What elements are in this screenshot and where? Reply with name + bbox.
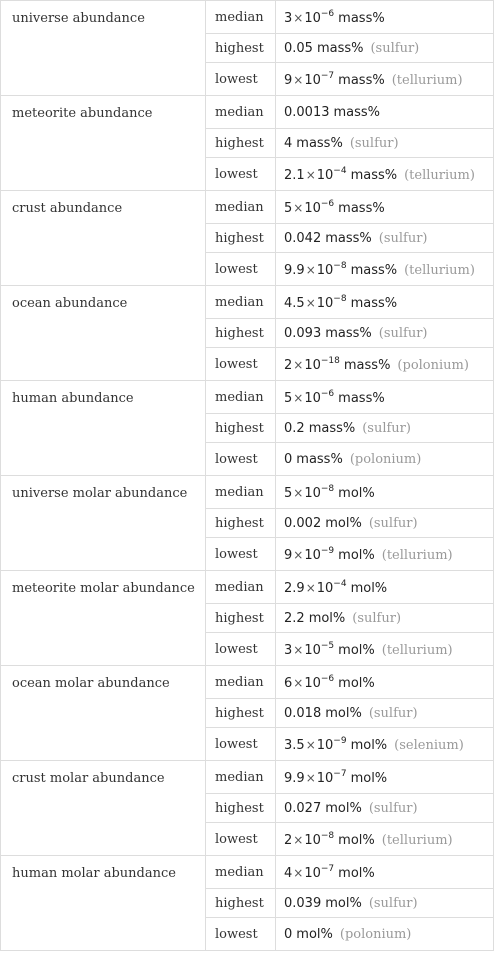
stat-value	[276, 889, 494, 918]
element-note: (sulfur)	[370, 40, 420, 56]
value-mantissa: 9	[284, 547, 293, 563]
stat-label: median	[206, 286, 276, 319]
value-unit: mol%	[325, 705, 362, 721]
element-note: (sulfur)	[378, 325, 428, 341]
element-note: (sulfur)	[368, 800, 418, 816]
value-exponent: −7	[333, 768, 347, 779]
element-note: (tellurium)	[391, 72, 463, 88]
table-row	[1, 286, 494, 319]
value-mantissa: 3	[284, 642, 293, 658]
value-mantissa: 0.002	[284, 515, 322, 531]
stat-value	[276, 191, 494, 224]
value-exponent: −8	[333, 293, 347, 304]
element-note: (polonium)	[397, 357, 469, 373]
property-name: ocean molar abundance	[1, 666, 206, 761]
value-mantissa: 2.9	[284, 580, 305, 596]
power-base: 10	[316, 262, 334, 278]
element-note: (sulfur)	[352, 610, 402, 626]
stat-value	[276, 286, 494, 319]
stat-label: lowest	[206, 253, 276, 286]
value-unit: mass%	[296, 135, 343, 151]
value-unit: mol%	[325, 800, 362, 816]
value-unit: mass%	[338, 10, 385, 26]
value-unit: mol%	[338, 675, 375, 691]
power-base: 10	[304, 357, 321, 373]
stat-label: median	[206, 476, 276, 509]
value-mantissa: 0.039	[284, 895, 322, 911]
stat-label: highest	[206, 34, 276, 63]
times-sign: ×	[305, 737, 316, 752]
property-name: crust abundance	[1, 191, 206, 286]
value-unit: mol%	[338, 642, 375, 658]
times-sign: ×	[305, 262, 316, 277]
stat-value	[276, 1, 494, 34]
value-unit: mol%	[350, 737, 388, 753]
value-mantissa: 0.0013	[284, 104, 330, 120]
stat-label: highest	[206, 414, 276, 443]
stat-label: median	[206, 761, 276, 794]
value-mantissa: 3	[284, 10, 293, 26]
stat-label: median	[206, 381, 276, 414]
value-unit: mass%	[338, 72, 385, 88]
value-mantissa: 0.05	[284, 40, 313, 56]
value-mantissa: 0.018	[284, 705, 322, 721]
value-unit: mass%	[338, 200, 385, 216]
power-base: 10	[304, 200, 321, 216]
table-row	[1, 856, 494, 889]
stat-value	[276, 666, 494, 699]
power-base: 10	[316, 295, 334, 311]
value-unit: mass%	[350, 167, 398, 183]
power-base: 10	[304, 10, 321, 26]
value-unit: mol%	[325, 895, 362, 911]
stat-value	[276, 34, 494, 63]
value-mantissa: 5	[284, 390, 293, 406]
stat-value	[276, 538, 494, 571]
stat-label: lowest	[206, 443, 276, 476]
element-note: (sulfur)	[368, 895, 418, 911]
property-name: meteorite molar abundance	[1, 571, 206, 666]
times-sign: ×	[305, 770, 316, 785]
value-mantissa: 5	[284, 200, 293, 216]
element-note: (selenium)	[394, 737, 464, 753]
stat-value	[276, 794, 494, 823]
stat-value	[276, 699, 494, 728]
value-mantissa: 0.093	[284, 325, 322, 341]
stat-label: highest	[206, 889, 276, 918]
table-row	[1, 571, 494, 604]
times-sign: ×	[305, 167, 316, 182]
value-mantissa: 0.042	[284, 230, 322, 246]
table-row	[1, 381, 494, 414]
stat-label: lowest	[206, 728, 276, 761]
stat-label: highest	[206, 794, 276, 823]
times-sign: ×	[293, 390, 304, 405]
stat-value	[276, 224, 494, 253]
stat-label: median	[206, 1, 276, 34]
value-exponent: −7	[320, 863, 335, 874]
times-sign: ×	[305, 580, 316, 595]
stat-label: lowest	[206, 918, 276, 951]
stat-label: lowest	[206, 348, 276, 381]
value-mantissa: 9.9	[284, 262, 305, 278]
stat-label: median	[206, 571, 276, 604]
stat-label: lowest	[206, 63, 276, 96]
stat-label: median	[206, 191, 276, 224]
value-unit: mol%	[308, 610, 346, 626]
element-note: (sulfur)	[368, 515, 418, 531]
value-mantissa: 2	[284, 832, 293, 848]
value-unit: mass%	[316, 40, 364, 56]
value-unit: mol%	[350, 580, 388, 596]
element-note: (tellurium)	[404, 167, 475, 183]
table-row	[1, 761, 494, 794]
value-mantissa: 0.027	[284, 800, 322, 816]
stat-value	[276, 414, 494, 443]
value-exponent: −6	[320, 8, 335, 19]
abundance-table-body	[1, 1, 494, 951]
value-mantissa: 0.2	[284, 420, 305, 436]
value-exponent: −6	[320, 673, 335, 684]
stat-label: highest	[206, 604, 276, 633]
value-exponent: −6	[320, 388, 335, 399]
value-exponent: −5	[320, 640, 335, 651]
stat-value	[276, 253, 494, 286]
value-exponent: −8	[333, 260, 347, 271]
value-exponent: −6	[320, 198, 335, 209]
value-unit: mass%	[308, 420, 356, 436]
power-base: 10	[304, 547, 321, 563]
stat-label: median	[206, 96, 276, 129]
stat-value	[276, 319, 494, 348]
table-row	[1, 1, 494, 34]
stat-value	[276, 918, 494, 951]
value-exponent: −4	[333, 578, 347, 589]
stat-label: lowest	[206, 633, 276, 666]
value-unit: mass%	[350, 262, 398, 278]
times-sign: ×	[305, 295, 316, 310]
value-unit: mass%	[350, 295, 398, 311]
value-unit: mass%	[325, 230, 372, 246]
stat-value	[276, 728, 494, 761]
value-mantissa: 3.5	[284, 737, 305, 753]
stat-label: lowest	[206, 158, 276, 191]
stat-label: median	[206, 856, 276, 889]
value-mantissa: 2.1	[284, 167, 305, 183]
power-base: 10	[304, 832, 321, 848]
stat-label: lowest	[206, 823, 276, 856]
value-exponent: −7	[320, 70, 335, 81]
power-base: 10	[304, 390, 321, 406]
stat-value	[276, 443, 494, 476]
power-base: 10	[316, 167, 334, 183]
value-exponent: −9	[320, 545, 335, 556]
stat-label: highest	[206, 319, 276, 348]
element-note: (tellurium)	[381, 832, 453, 848]
element-note: (tellurium)	[404, 262, 475, 278]
value-mantissa: 5	[284, 485, 293, 501]
stat-label: lowest	[206, 538, 276, 571]
element-note: (sulfur)	[368, 705, 418, 721]
power-base: 10	[316, 770, 334, 786]
value-exponent: −8	[320, 483, 335, 494]
times-sign: ×	[293, 865, 304, 880]
power-base: 10	[304, 865, 321, 881]
stat-value	[276, 381, 494, 414]
table-row	[1, 666, 494, 699]
value-mantissa: 9	[284, 72, 293, 88]
power-base: 10	[304, 675, 321, 691]
element-note: (polonium)	[349, 451, 422, 467]
power-base: 10	[316, 737, 334, 753]
property-name: universe molar abundance	[1, 476, 206, 571]
value-mantissa: 6	[284, 675, 293, 691]
property-name: universe abundance	[1, 1, 206, 96]
value-unit: mol%	[350, 770, 388, 786]
stat-value	[276, 158, 494, 191]
times-sign: ×	[293, 72, 304, 87]
property-name: human abundance	[1, 381, 206, 476]
value-unit: mass%	[338, 390, 385, 406]
value-exponent: −4	[333, 165, 347, 176]
value-exponent: −18	[320, 355, 340, 366]
value-mantissa: 0	[284, 926, 293, 942]
property-name: meteorite abundance	[1, 96, 206, 191]
value-unit: mol%	[296, 926, 333, 942]
value-unit: mol%	[338, 547, 375, 563]
element-note: (polonium)	[339, 926, 412, 942]
power-base: 10	[304, 485, 321, 501]
power-base: 10	[316, 580, 334, 596]
element-note: (sulfur)	[349, 135, 399, 151]
stat-label: median	[206, 666, 276, 699]
stat-value	[276, 571, 494, 604]
times-sign: ×	[293, 832, 304, 847]
element-note: (sulfur)	[362, 420, 411, 436]
table-row	[1, 476, 494, 509]
times-sign: ×	[293, 675, 304, 690]
element-note: (tellurium)	[381, 642, 453, 658]
stat-value	[276, 856, 494, 889]
value-unit: mol%	[338, 832, 375, 848]
times-sign: ×	[293, 200, 304, 215]
stat-label: highest	[206, 224, 276, 253]
value-mantissa: 4	[284, 135, 293, 151]
stat-label: highest	[206, 509, 276, 538]
property-name: crust molar abundance	[1, 761, 206, 856]
value-exponent: −9	[333, 735, 347, 746]
stat-value	[276, 96, 494, 129]
property-name: human molar abundance	[1, 856, 206, 951]
value-unit: mass%	[333, 104, 381, 120]
value-unit: mol%	[325, 515, 362, 531]
value-unit: mass%	[343, 357, 391, 373]
value-mantissa: 4.5	[284, 295, 305, 311]
value-unit: mol%	[338, 865, 375, 881]
stat-label: highest	[206, 129, 276, 158]
stat-label: highest	[206, 699, 276, 728]
property-name: ocean abundance	[1, 286, 206, 381]
value-mantissa: 2.2	[284, 610, 305, 626]
stat-value	[276, 761, 494, 794]
value-mantissa: 4	[284, 865, 293, 881]
times-sign: ×	[293, 357, 304, 372]
value-mantissa: 9.9	[284, 770, 305, 786]
table-row	[1, 191, 494, 224]
stat-value	[276, 823, 494, 856]
value-unit: mass%	[296, 451, 343, 467]
power-base: 10	[304, 642, 321, 658]
stat-value	[276, 63, 494, 96]
times-sign: ×	[293, 485, 304, 500]
stat-value	[276, 509, 494, 538]
stat-value	[276, 633, 494, 666]
table-row	[1, 96, 494, 129]
times-sign: ×	[293, 547, 304, 562]
element-note: (tellurium)	[381, 547, 453, 563]
value-mantissa: 2	[284, 357, 293, 373]
stat-value	[276, 604, 494, 633]
times-sign: ×	[293, 10, 304, 25]
element-note: (sulfur)	[378, 230, 428, 246]
power-base: 10	[304, 72, 321, 88]
stat-value	[276, 129, 494, 158]
value-mantissa: 0	[284, 451, 293, 467]
value-unit: mass%	[325, 325, 372, 341]
stat-value	[276, 348, 494, 381]
stat-value	[276, 476, 494, 509]
value-unit: mol%	[338, 485, 375, 501]
value-exponent: −8	[320, 830, 335, 841]
times-sign: ×	[293, 642, 304, 657]
